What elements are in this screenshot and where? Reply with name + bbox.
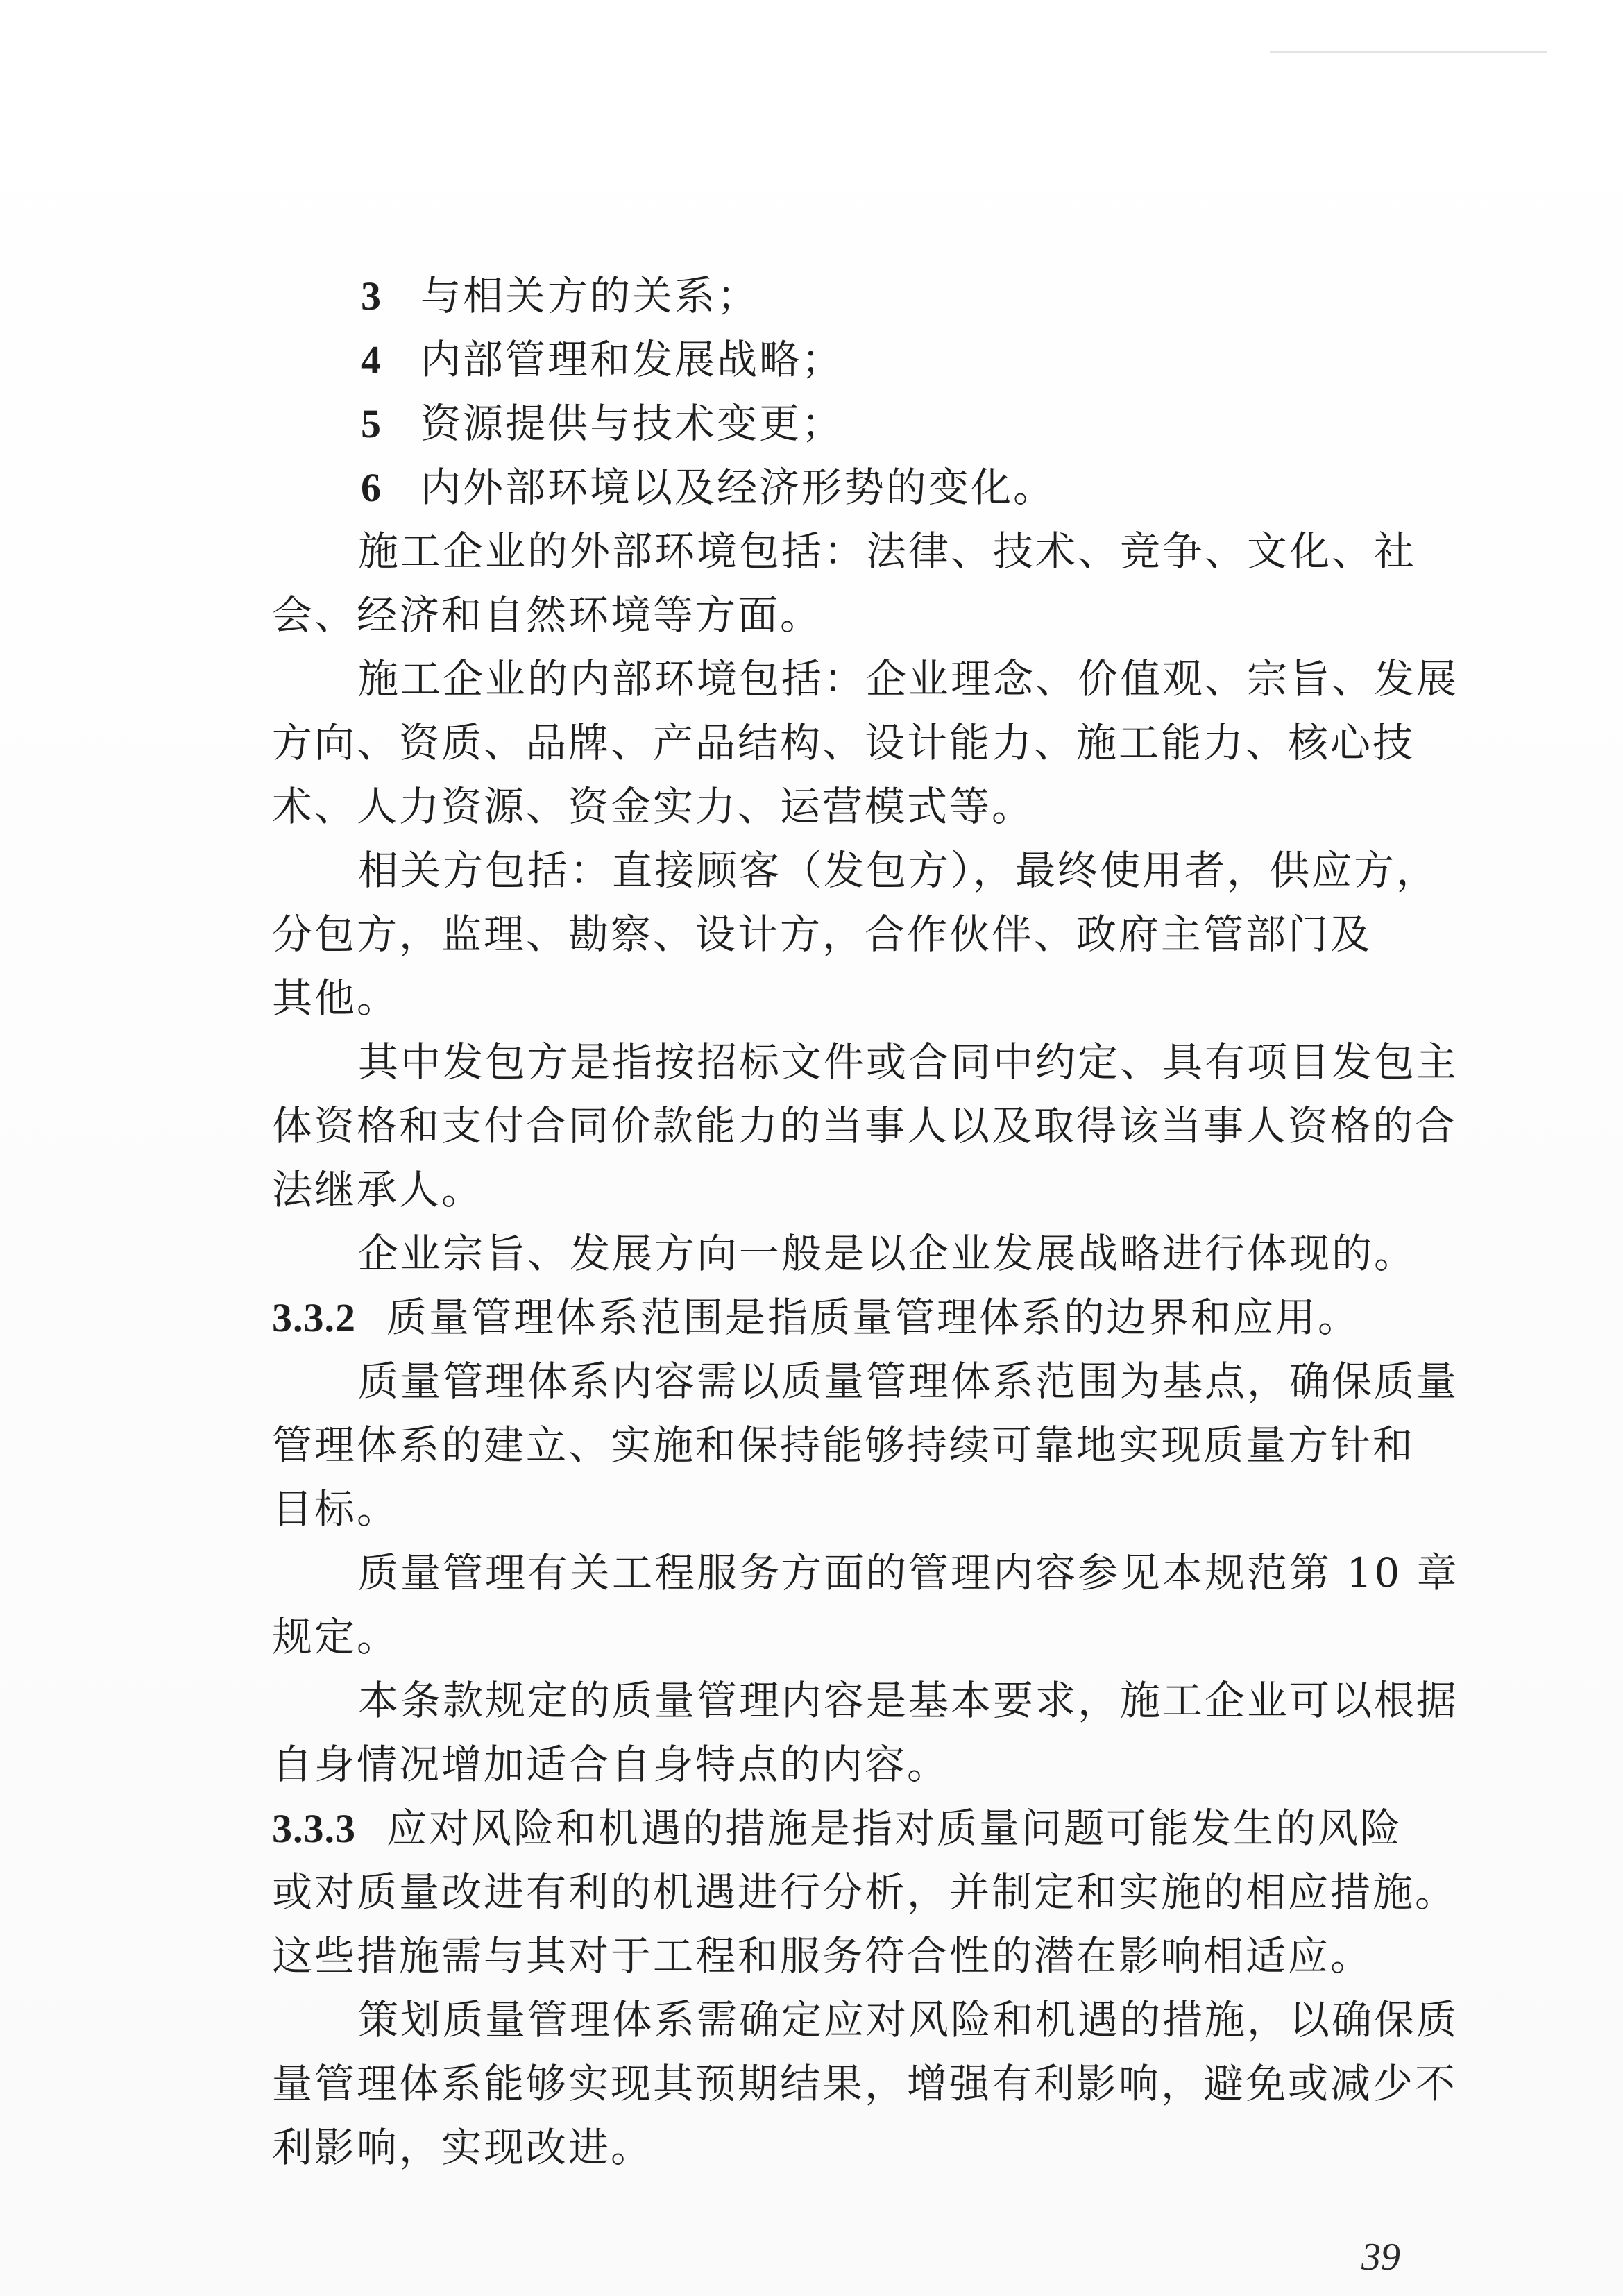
paragraph-line: 质量管理体系内容需以质量管理体系范围为基点，确保质量: [358, 1358, 1459, 1405]
header-rule: [1270, 51, 1547, 53]
clause-3-3-3: [272, 1796, 1465, 1860]
list-item: [272, 391, 1465, 455]
paragraph-line: 相关方包括：直接顾客（发包方），最终使用者，供应方，: [358, 847, 1439, 894]
page-body: [272, 264, 1465, 2179]
paragraph-line: 质量管理有关工程服务方面的管理内容参见本规范第 10 章: [358, 1549, 1459, 1596]
paragraph-line: 或对质量改进有利的机遇进行分析，并制定和实施的相应措施。: [272, 1868, 1458, 1916]
paragraph-line: 法继承人。: [272, 1166, 484, 1213]
clause-number: 3.3.3: [272, 1806, 356, 1851]
paragraph-line: 企业宗旨、发展方向一般是以企业发展战略进行体现的。: [358, 1230, 1417, 1277]
list-item-text: 资源提供与技术变更；: [420, 400, 844, 447]
page-number: 39: [1361, 2236, 1400, 2279]
paragraph-line: 管理体系的建立、实施和保持能够持续可靠地实现质量方针和: [272, 1421, 1416, 1469]
list-item-number: 6: [361, 465, 381, 510]
list-item-number: 3: [361, 273, 381, 319]
list-item-number: 5: [361, 401, 381, 446]
list-item: [272, 455, 1465, 519]
paragraph-line: 策划质量管理体系需确定应对风险和机遇的措施，以确保质: [358, 1996, 1459, 2043]
paragraph-line: 量管理体系能够实现其预期结果，增强有利影响，避免或减少不: [272, 2060, 1458, 2107]
clause-number: 3.3.2: [272, 1295, 356, 1340]
paragraph-line: 本条款规定的质量管理内容是基本要求，施工企业可以根据: [358, 1677, 1459, 1724]
paragraph-line: 这些措施需与其对于工程和服务符合性的潜在影响相适应。: [272, 1932, 1373, 1980]
paragraph-line: 施工企业的内部环境包括：企业理念、价值观、宗旨、发展: [358, 655, 1459, 702]
list-item-text: 与相关方的关系；: [420, 272, 760, 319]
paragraph-line: 自身情况增加适合自身特点的内容。: [272, 1741, 950, 1788]
list-item: [272, 328, 1465, 391]
paragraph-line: 其中发包方是指按招标文件或合同中约定、具有项目发包主: [358, 1038, 1459, 1086]
paragraph-line: 方向、资质、品牌、产品结构、设计能力、施工能力、核心技: [272, 719, 1416, 766]
paragraph-line: 规定。: [272, 1613, 400, 1660]
list-item: [272, 264, 1465, 328]
paragraph-line: 分包方，监理、勘察、设计方，合作伙伴、政府主管部门及: [272, 911, 1373, 958]
paragraph-line: 会、经济和自然环境等方面。: [272, 591, 823, 639]
paragraph-line: 体资格和支付合同价款能力的当事人以及取得该当事人资格的合: [272, 1102, 1458, 1149]
clause-3-3-2: [272, 1285, 1465, 1349]
list-item-number: 4: [361, 337, 381, 382]
paragraph-line: 目标。: [272, 1485, 400, 1533]
paragraph-line: 其他。: [272, 974, 400, 1022]
paragraph-line: 施工企业的外部环境包括：法律、技术、竞争、文化、社: [358, 527, 1417, 575]
clause-text: 质量管理体系范围是指质量管理体系的边界和应用。: [386, 1294, 1361, 1341]
list-item-text: 内部管理和发展战略；: [420, 336, 844, 383]
paragraph-line: 术、人力资源、资金实力、运营模式等。: [272, 783, 1035, 830]
paragraph-line: 利影响，实现改进。: [272, 2124, 654, 2171]
list-item-text: 内外部环境以及经济形势的变化。: [420, 464, 1056, 511]
clause-text: 应对风险和机遇的措施是指对质量问题可能发生的风险: [386, 1805, 1403, 1852]
